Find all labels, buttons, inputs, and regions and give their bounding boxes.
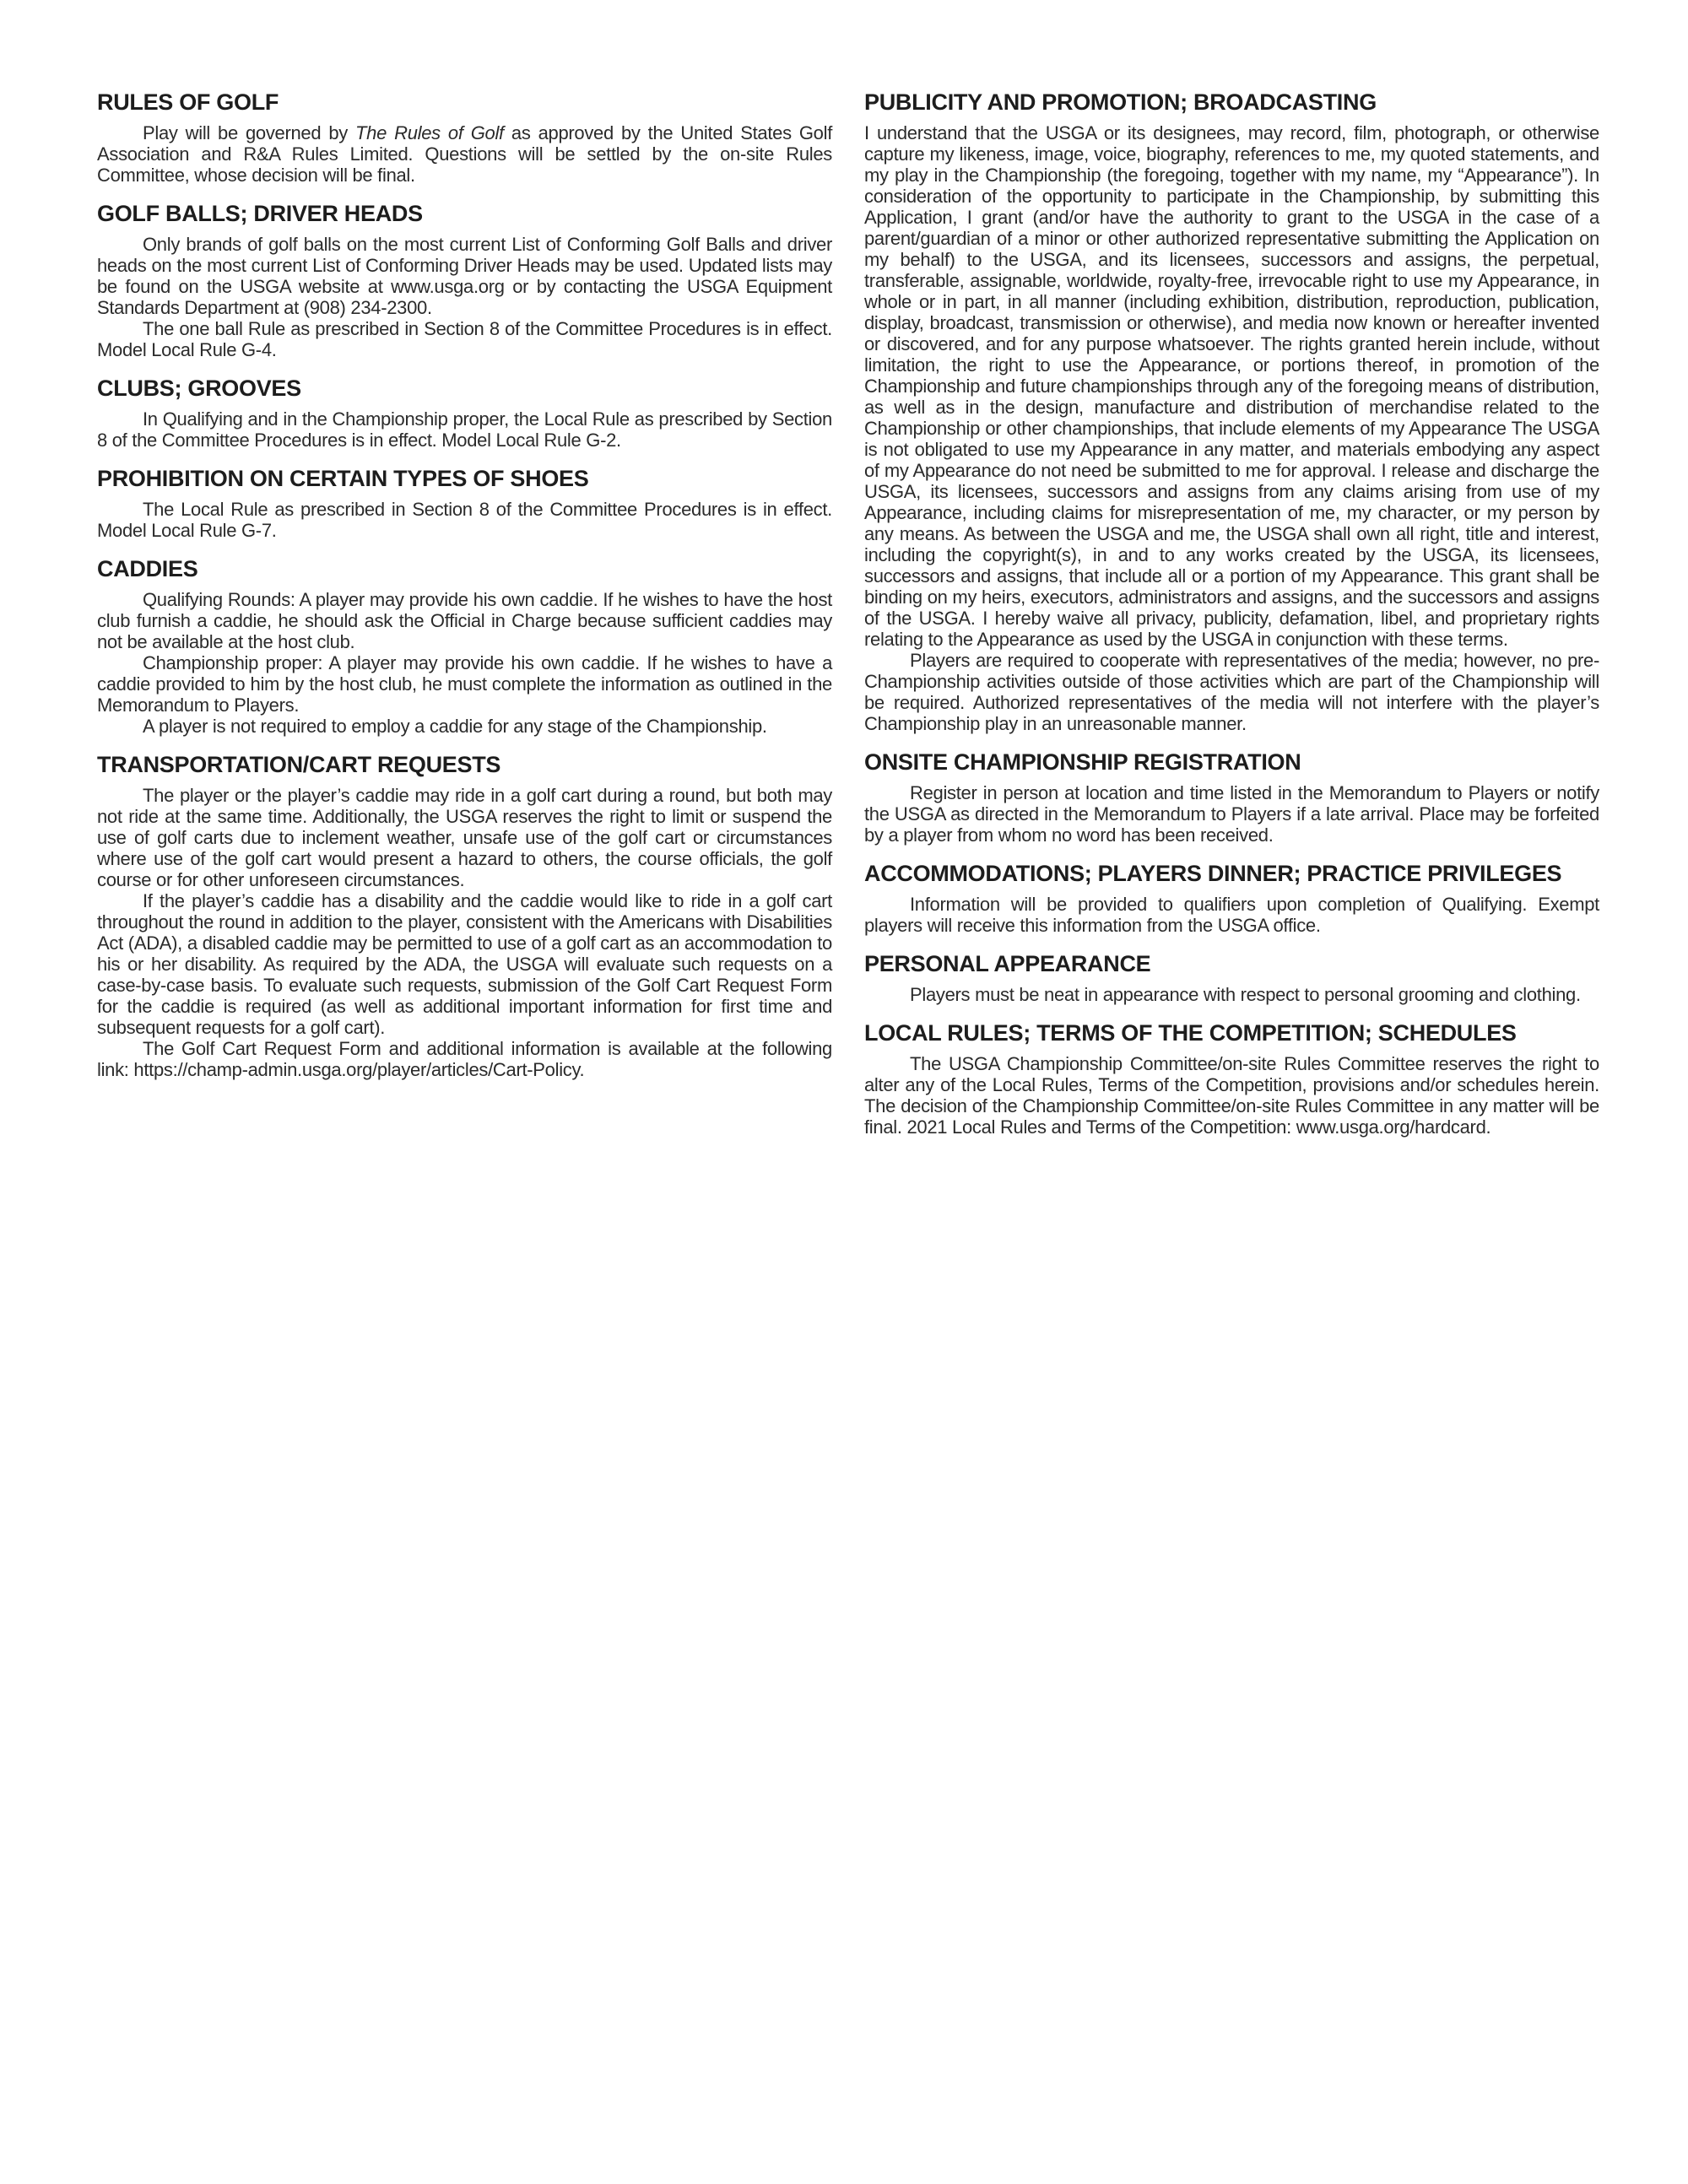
- section-prohibition-shoes: [97, 466, 832, 541]
- section-caddies: [97, 556, 832, 737]
- paragraph: Information will be provided to qualifiers upon completion of Qualifying. Exempt players will receive this information from the USGA office.: [864, 894, 1599, 936]
- paragraph: The player or the player’s caddie may ride in a golf cart during a round, but both may not ride at the same time. Additionally, the USGA reserves the right to limit or suspend the use of golf carts due to inclement weather, unsafe use of the golf cart or circumstances where use of the golf cart would present a hazard to others, the course officials, the golf course or for other unforeseen circumstances.: [97, 785, 832, 890]
- paragraph-hardcard-link: The USGA Championship Committee/on-site Rules Committee reserves the right to alter any of the Local Rules, Terms of the Competition, provisions and/or schedules herein. The decision of the Championship Committee/on-site Rules Committee in any matter will be final. 2021 Local Rules and Terms of the Competition: www.usga.org/hardcard.: [864, 1053, 1599, 1138]
- paragraph: Register in person at location and time listed in the Memorandum to Players or notify the USGA as directed in the Memorandum to Players if a late arrival. Place may be forfeited by a player from whom no word has been received.: [864, 782, 1599, 846]
- heading-transportation-cart-requests: TRANSPORTATION/CART REQUESTS: [97, 752, 501, 777]
- text-run: as approved by the United States Golf Association and R&A Rules Limited. Questions will be settled by the on-site Rules Committee, whose decision will be final.: [97, 122, 833, 186]
- heading-local-rules-terms-schedules: LOCAL RULES; TERMS OF THE COMPETITION; SCHEDULES: [864, 1020, 1517, 1046]
- section-onsite-championship-registration: [864, 749, 1599, 846]
- section-accommodations-dinner-privileges: [864, 861, 1599, 936]
- section-transportation-cart-requests: [97, 752, 832, 1080]
- paragraph: I understand that the USGA or its designees, may record, film, photograph, or otherwise capture my likeness, image, voice, biography, references to me, my quoted statements, and my play in the Championship (the foregoing, together with my name, my “Appearance”). In consideration of the opportunity to participate in the Championship, by submitting this Application, I grant (and/or have the authority to grant to the USGA in the case of a parent/guardian of a minor or other authorized representative submitting the Application on my behalf) to the USGA, and its licensees, successors and assigns, the perpetual, transferable, assignable, worldwide, royalty-free, irrevocable right to use my Appearance, in whole or in part, in all manner (including exhibition, distribution, reproduction, publication, display, broadcast, transmission or otherwise), and media now known or hereafter invented or discovered, and for any purpose whatsoever. The rights granted herein include, without limitation, the right to use the Appearance, or portions thereof, in promotion of the Championship and future championships through any of the foregoing means of distribution, as well as in the design, manufacture and distribution of merchandise related to the Championship or other championships, that include elements of my Appearance The USGA is not obligated to use my Appearance in any matter, and materials embodying any aspect of my Appearance do not need be submitted to me for approval. I release and discharge the USGA, its licensees, successors and assigns from any claims arising from use of my Appearance, including claims for misrepresentation of me, my character, or my person by any means. As between the USGA and me, the USGA shall own all right, title and interest, including the copyright(s), in and to any works created by the USGA, its licensees, successors and assigns, that include all or a portion of my Appearance. This grant shall be binding on my heirs, executors, administrators and assigns, and the successors and assigns of the USGA. I hereby waive all privacy, publicity, defamation, libel, and proprietary rights relating to the Appearance as used by the USGA in conjunction with these terms.: [864, 122, 1599, 650]
- heading-onsite-championship-registration: ONSITE CHAMPIONSHIP REGISTRATION: [864, 749, 1301, 775]
- text-run-italic: The Rules of Golf: [355, 122, 504, 143]
- heading-accommodations-dinner-privileges: ACCOMMODATIONS; PLAYERS DINNER; PRACTICE PRIVILEGES: [864, 861, 1562, 886]
- heading-personal-appearance: PERSONAL APPEARANCE: [864, 951, 1151, 976]
- paragraph: The Local Rule as prescribed in Section 8 of the Committee Procedures is in effect. Model Local Rule G-7.: [97, 499, 832, 541]
- paragraph: If the player’s caddie has a disability and the caddie would like to ride in a golf cart throughout the round in addition to the player, consistent with the Americans with Disabilities Act (ADA), a disabled caddie may be permitted to use of a golf cart as an accommodation to his or her disability. As required by the ADA, the USGA will evaluate such requests on a case-by-case basis. To evaluate such requests, submission of the Golf Cart Request Form for the caddie is required (as well as additional important information for first time and subsequent requests for a golf cart).: [97, 890, 832, 1038]
- heading-rules-of-golf: RULES OF GOLF: [97, 89, 279, 115]
- heading-publicity-promotion-broadcasting: PUBLICITY AND PROMOTION; BROADCASTING: [864, 89, 1377, 115]
- paragraph: Players must be neat in appearance with respect to personal grooming and clothing.: [910, 984, 1581, 1005]
- right-column: [864, 89, 1599, 1138]
- paragraph: Only brands of golf balls on the most current List of Conforming Golf Balls and driver heads on the most current List of Conforming Driver Heads may be used. Updated lists may be found on the USGA website at www.usga.org or by contacting the USGA Equipment Standards Department at (908) 234-2300.: [97, 234, 832, 318]
- paragraph-cart-policy-link: The Golf Cart Request Form and additional information is available at the following link: https://champ-admin.usga.org/player/articles/Cart-Policy.: [97, 1038, 832, 1080]
- text-run: Play will be governed by: [143, 122, 356, 143]
- section-personal-appearance: [864, 951, 1599, 1005]
- paragraph: The one ball Rule as prescribed in Section 8 of the Committee Procedures is in effect. Model Local Rule G-4.: [97, 318, 832, 360]
- section-publicity-promotion-broadcasting: [864, 89, 1599, 734]
- paragraph: Qualifying Rounds: A player may provide his own caddie. If he wishes to have the host club furnish a caddie, he should ask the Official in Charge because sufficient caddies may not be available at the host club.: [97, 589, 832, 652]
- heading-caddies: CADDIES: [97, 556, 198, 581]
- section-clubs-grooves: [97, 376, 832, 451]
- section-local-rules-terms-schedules: [864, 1020, 1599, 1138]
- left-column: [97, 89, 832, 1080]
- heading-golf-balls-driver-heads: GOLF BALLS; DRIVER HEADS: [97, 201, 423, 226]
- paragraph: A player is not required to employ a caddie for any stage of the Championship.: [143, 716, 767, 737]
- section-golf-balls-driver-heads: [97, 201, 832, 360]
- heading-clubs-grooves: CLUBS; GROOVES: [97, 376, 301, 401]
- paragraph: Championship proper: A player may provide his own caddie. If he wishes to have a caddie provided to him by the host club, he must complete the information as outlined in the Memorandum to Players.: [97, 652, 832, 716]
- paragraph: Players are required to cooperate with representatives of the media; however, no pre-Championship activities outside of those activities which are part of the Championship will be required. Authorized representatives of the media will not interfere with the player’s Championship play in an unreasonable manner.: [864, 650, 1599, 734]
- paragraph: In Qualifying and in the Championship proper, the Local Rule as prescribed by Section 8 of the Committee Procedures is in effect. Model Local Rule G-2.: [97, 408, 832, 451]
- heading-prohibition-shoes: PROHIBITION ON CERTAIN TYPES OF SHOES: [97, 466, 589, 491]
- paragraph-rules-of-golf: [97, 122, 832, 186]
- section-rules-of-golf: [97, 89, 832, 186]
